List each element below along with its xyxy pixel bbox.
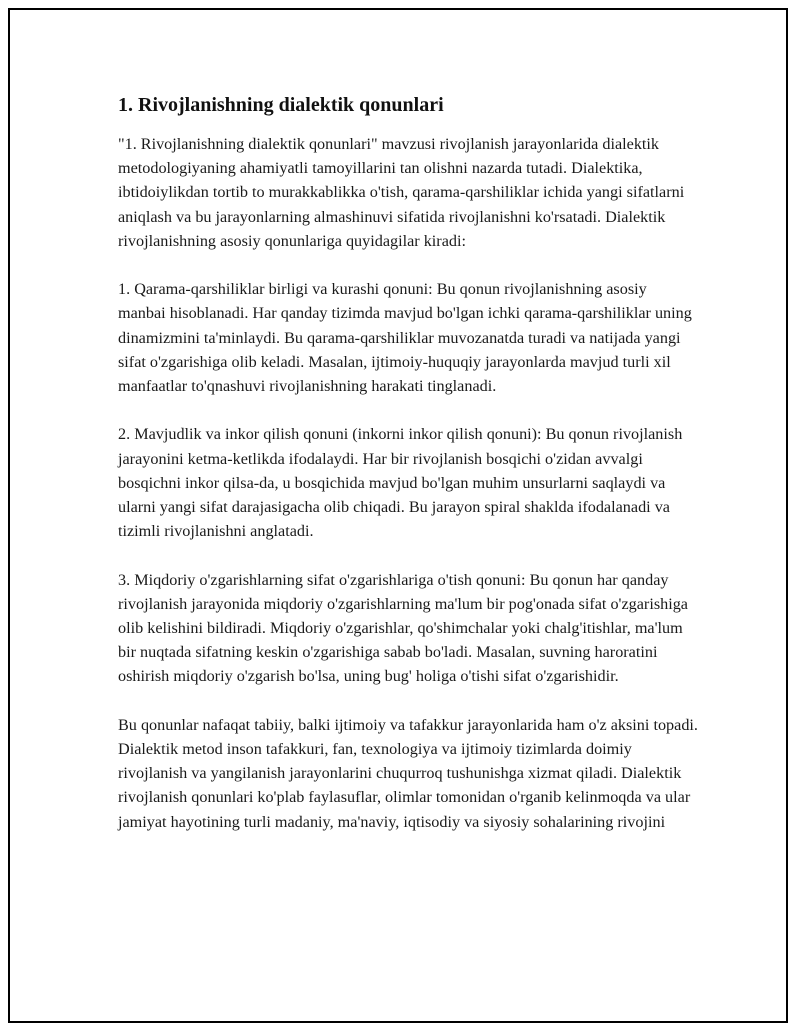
document-title: 1. Rivojlanishning dialektik qonunlari bbox=[118, 94, 444, 116]
paragraph-intro: "1. Rivojlanishning dialektik qonunlari" mavzusi rivojlanish jarayonlarida dialektik metodologiyaning ahamiyatli tamoyillarini tan olishni nazarda tutadi. Dialektika, ibtidoiylikdan tortib to murakkablikka o'tish, qarama-qarshiliklar ichida yangi sifatlarni aniqlash va bu jarayonlarning almashinuvi sifatida rivojlanishni ko'rsatadi. Dialektik rivojlanishning asosiy qonunlariga quyidagilar kiradi: bbox=[118, 135, 685, 250]
paragraph-law-3: 3. Miqdoriy o'zgarishlarning sifat o'zgarishlariga o'tish qonuni: Bu qonun har qanday rivojlanish jarayonida miqdoriy o'zgarishlarning ma'lum bir pog'onada sifat o'zgarishiga olib kelishini bildiradi. Miqdoriy o'zgarishlar, qo'shimchalar yoki chalg'itishlar, ma'lum bir nuqtada sifatning keskin o'zgarishiga sabab bo'ladi. Masalan, suvning haroratini oshirish miqdoriy o'zgarish bo'lsa, uning bug' holiga o'tishi sifat o'zgarishidir. bbox=[118, 570, 688, 686]
paragraph-law-1: 1. Qarama-qarshiliklar birligi va kurashi qonuni: Bu qonun rivojlanishning asosiy manbai hisoblanadi. Har qanday tizimda mavjud bo'lgan ichki qarama-qarshiliklar uning dinamizmini ta'minlaydi. Bu qarama-qarshiliklar muvozanatda turadi va natijada yangi sifat o'zgarishiga olib keladi. Masalan, ijtimoiy-huquqiy jarayonlarda mavjud turli xil manfaatlar to'qnashuvi rivojlanishning harakati tinglanadi. bbox=[118, 280, 692, 396]
document-body bbox=[118, 92, 698, 858]
paragraph-conclusion: Bu qonunlar nafaqat tabiiy, balki ijtimoiy va tafakkur jarayonlarida ham o'z aksini topadi. Dialektik metod inson tafakkuri, fan, texnologiya va ijtimoiy tizimlarda doimiy rivojlanish va yangilanish jarayonlarini chuqurroq tushunishga xizmat qiladi. Dialektik rivojlanish qonunlari ko'plab faylasuflar, olimlar tomonidan o'rganib kelinmoqda va ular jamiyat hayotining turli madaniy, ma'naviy, iqtisodiy va siyosiy sohalarining rivojini bbox=[118, 715, 698, 831]
paragraph-law-2: 2. Mavjudlik va inkor qilish qonuni (inkorni inkor qilish qonuni): Bu qonun rivojlanish jarayonini ketma-ketlikda ifodalaydi. Har bir rivojlanish bosqichi o'zidan avvalgi bosqichni inkor qilsa-da, u bosqichida mavjud bo'lgan muhim unsurlarni saqlaydi va ularni yangi sifat darajasigacha olib chiqadi. Bu jarayon spiral shaklda ifodalanadi va tizimli rivojlanishni anglatadi. bbox=[118, 425, 683, 541]
